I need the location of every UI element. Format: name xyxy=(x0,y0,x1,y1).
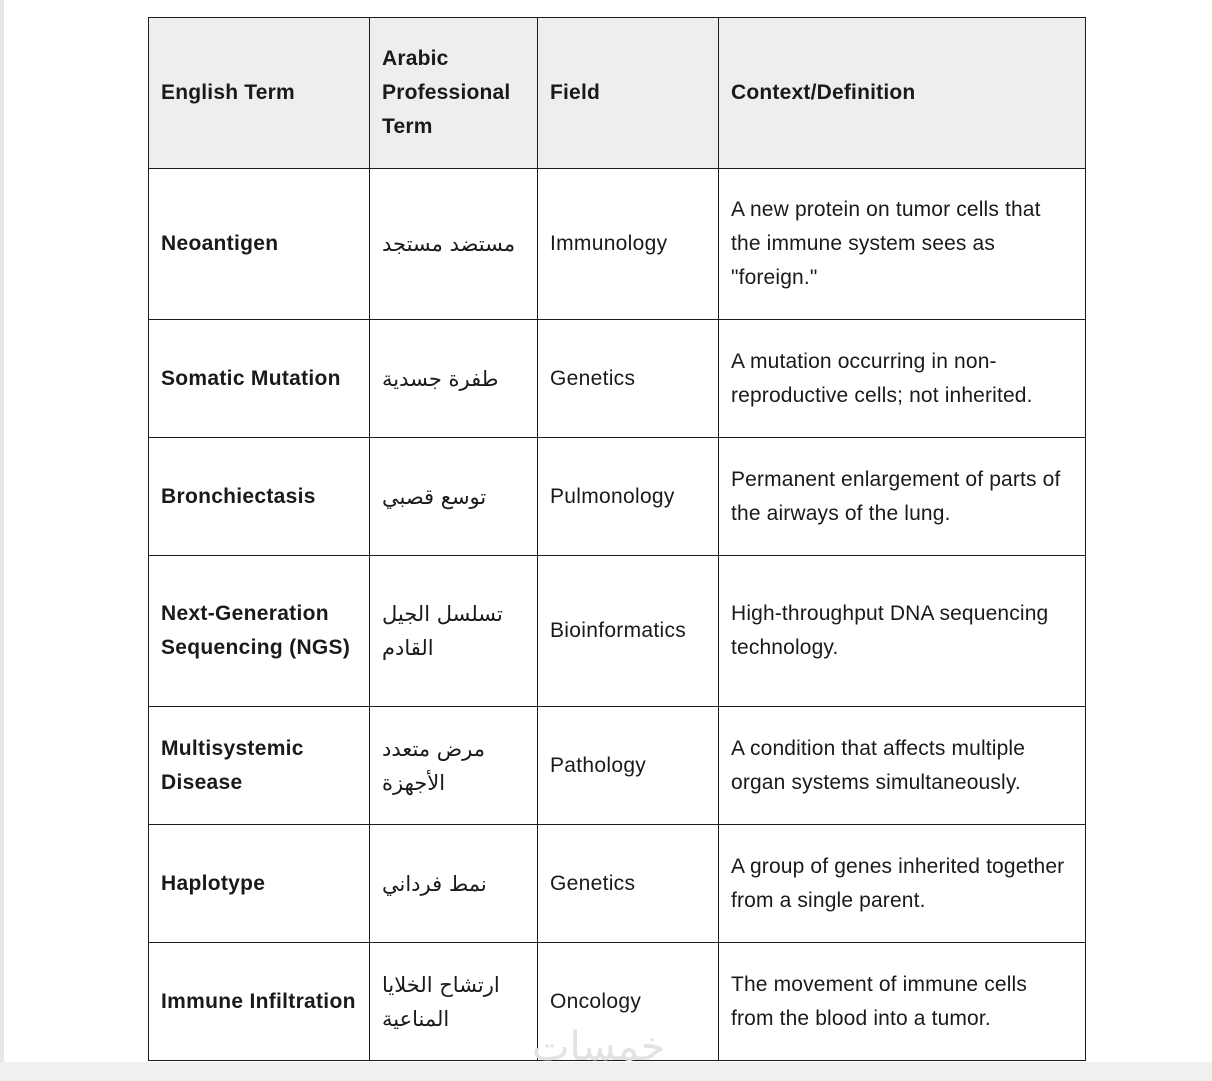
header-arabic-term: Arabic Professional Term xyxy=(370,18,538,169)
field: Pathology xyxy=(538,707,719,825)
document-page xyxy=(4,0,1212,1062)
field: Genetics xyxy=(538,825,719,943)
field: Immunology xyxy=(538,169,719,320)
context-definition: A condition that affects multiple organ systems simultaneously. xyxy=(719,707,1086,825)
table-row xyxy=(149,707,1086,825)
english-term: Somatic Mutation xyxy=(149,320,370,438)
field: Pulmonology xyxy=(538,438,719,556)
arabic-term-text: توسع قصبي xyxy=(382,484,487,509)
table-row xyxy=(149,169,1086,320)
context-definition: A mutation occurring in non-reproductive cells; not inherited. xyxy=(719,320,1086,438)
arabic-term-text: ارتشاح الخلايا المناعية xyxy=(382,972,500,1031)
table-row xyxy=(149,320,1086,438)
field: Genetics xyxy=(538,320,719,438)
context-definition: A new protein on tumor cells that the immune system sees as "foreign." xyxy=(719,169,1086,320)
english-term: Multisystemic Disease xyxy=(149,707,370,825)
header-english-term: English Term xyxy=(149,18,370,169)
arabic-term-text: نمط فرداني xyxy=(382,871,487,896)
arabic-term xyxy=(370,438,538,556)
bottom-status-strip xyxy=(0,1062,1212,1081)
arabic-term-text: طفرة جسدية xyxy=(382,366,499,391)
arabic-term-text: تسلسل الجيل القادم xyxy=(382,602,503,660)
table-row xyxy=(149,556,1086,707)
arabic-term xyxy=(370,825,538,943)
english-term: Bronchiectasis xyxy=(149,438,370,556)
terminology-table xyxy=(148,17,1086,1061)
table-row xyxy=(149,825,1086,943)
english-term: Immune Infiltration xyxy=(149,943,370,1061)
english-term: Neoantigen xyxy=(149,169,370,320)
arabic-term-text: مستضد مستجد xyxy=(382,232,516,256)
watermark-logo: خمسات xyxy=(532,1024,666,1062)
table-row xyxy=(149,943,1086,1061)
field: Bioinformatics xyxy=(538,556,719,707)
context-definition: High-throughput DNA sequencing technology. xyxy=(719,556,1086,707)
arabic-term xyxy=(370,707,538,825)
arabic-term xyxy=(370,320,538,438)
header-field: Field xyxy=(538,18,719,169)
header-context: Context/Definition xyxy=(719,18,1086,169)
english-term: Haplotype xyxy=(149,825,370,943)
arabic-term xyxy=(370,169,538,320)
arabic-term-text: مرض متعدد الأجهزة xyxy=(382,736,485,795)
context-definition: The movement of immune cells from the blood into a tumor. xyxy=(719,943,1086,1061)
english-term: Next-Generation Sequencing (NGS) xyxy=(149,556,370,707)
field: Oncology xyxy=(538,943,719,1061)
arabic-term xyxy=(370,943,538,1061)
arabic-term xyxy=(370,556,538,707)
context-definition: Permanent enlargement of parts of the airways of the lung. xyxy=(719,438,1086,556)
table-header-row xyxy=(149,18,1086,169)
context-definition: A group of genes inherited together from a single parent. xyxy=(719,825,1086,943)
table-row xyxy=(149,438,1086,556)
